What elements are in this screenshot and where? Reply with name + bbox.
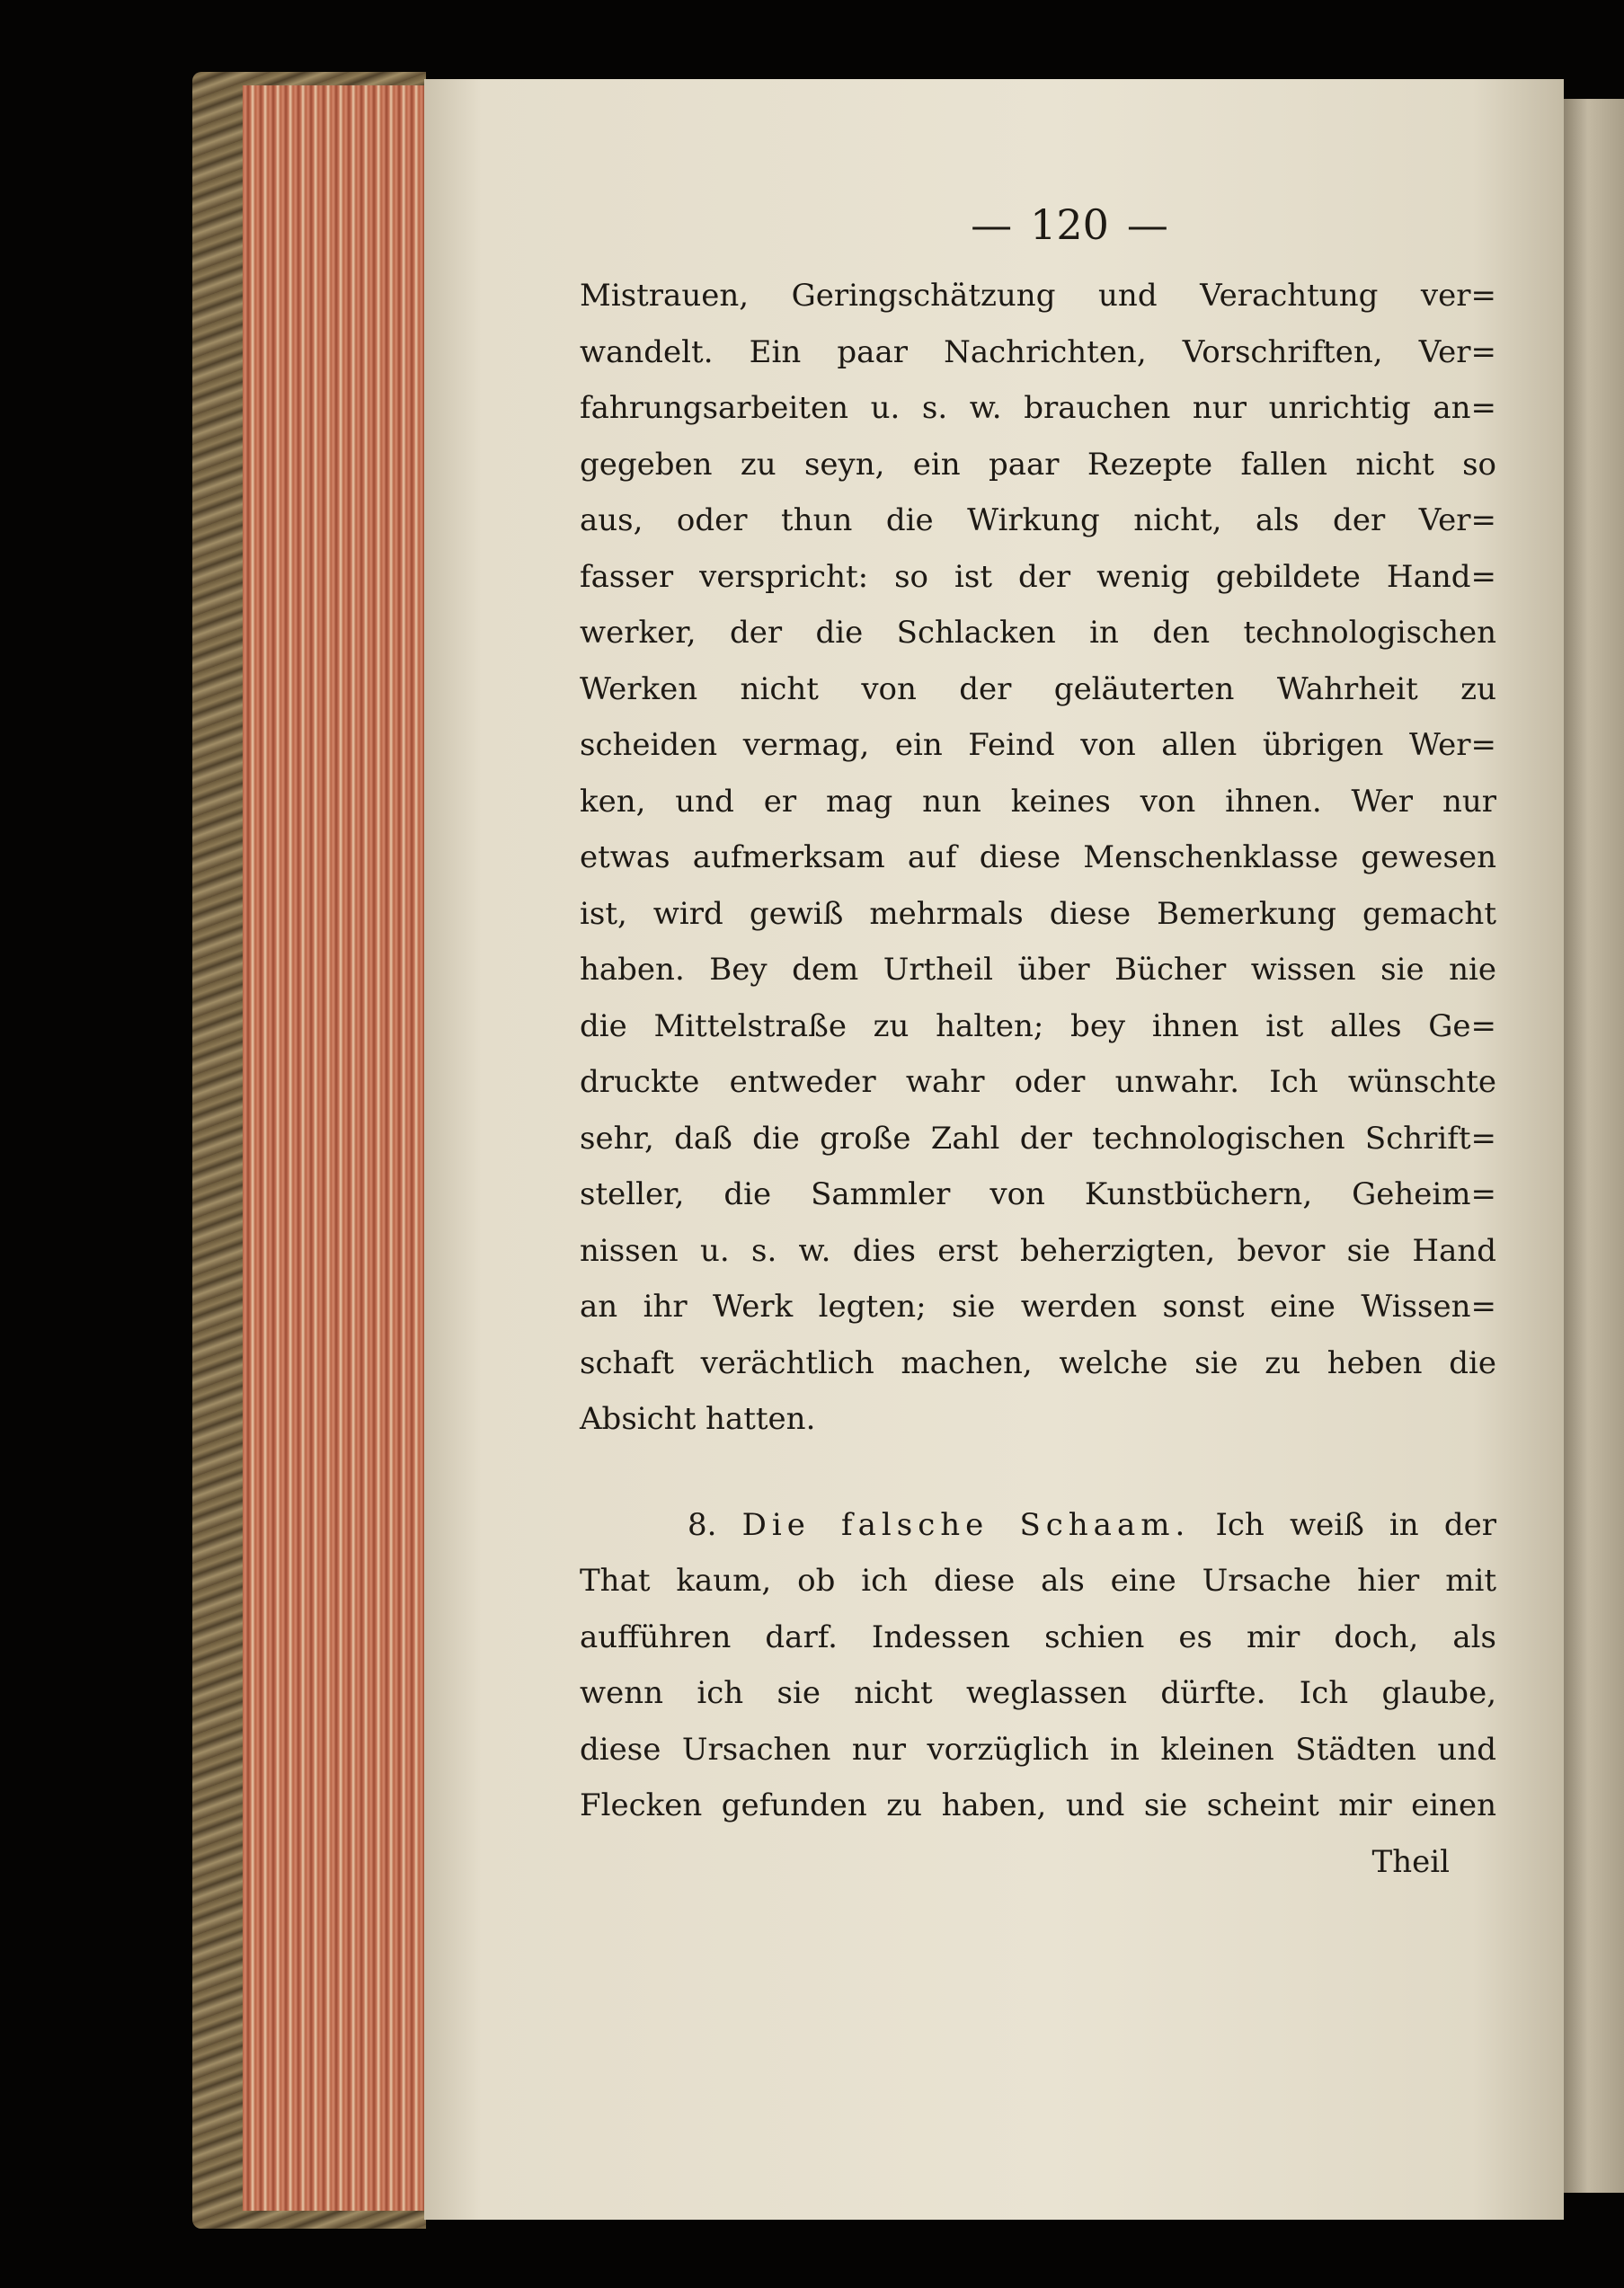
text-line: an ihr Werk legten; sie werden sonst eine Wissen= (580, 1289, 1496, 1325)
text-line: nissen u. s. w. dies erst beherzigten, bevor sie Hand (580, 1232, 1496, 1269)
paragraph-gap (580, 1448, 1496, 1497)
facing-page-edge (1564, 99, 1624, 2193)
text-line: druckte entweder wahr oder unwahr. Ich wünschte (580, 1064, 1496, 1100)
text-line: wenn ich sie nicht weglassen dürfte. Ich glaube, (580, 1675, 1496, 1711)
text-line: fasser verspricht: so ist der wenig gebildete Hand= (580, 558, 1496, 595)
catchword: Theil (1371, 1843, 1450, 1880)
paragraph-1 (580, 268, 1496, 1448)
text-line: aus, oder thun die Wirkung nicht, als der Ver= (580, 502, 1496, 538)
section-8-first-line (580, 1497, 1496, 1554)
text-line: wandelt. Ein paar Nachrichten, Vorschriften, Ver= (580, 333, 1496, 370)
text-line: fahrungsarbeiten u. s. w. brauchen nur unrichtig an= (580, 390, 1496, 426)
text-line: ist, wird gewiß mehrmals diese Bemerkung gemacht (580, 895, 1496, 932)
text-line: Flecken gefunden zu haben, und sie scheint mir einen (580, 1787, 1496, 1823)
text-line: Absicht hatten. (580, 1401, 816, 1437)
text-line: gegeben zu seyn, ein paar Rezepte fallen nicht so (580, 446, 1496, 483)
page-header (935, 193, 1204, 256)
text-line: aufführen darf. Indessen schien es mir doch, als (580, 1618, 1496, 1655)
text-line: schaft verächtlich machen, welche sie zu heben die (580, 1344, 1496, 1381)
text-line: ken, und er mag nun keines von ihnen. Wer nur (580, 783, 1496, 820)
text-run: Ich weiß in der (1215, 1506, 1497, 1543)
text-line: Mistrauen, Geringschätzung und Verachtung ver= (580, 278, 1496, 314)
text-line: Werken nicht von der geläuterten Wahrheit zu (580, 670, 1496, 707)
text-line: That kaum, ob ich diese als eine Ursache hier mit (580, 1563, 1496, 1599)
text-line: etwas aufmerksam auf diese Menschenklasse gewesen (580, 839, 1496, 875)
text-line: haben. Bey dem Urtheil über Bücher wissen sie nie (580, 952, 1496, 988)
header-dash-left: — (971, 200, 1013, 249)
section-number: 8. (688, 1506, 717, 1543)
text-line: die Mittelstraße zu halten; bey ihnen ist alles Ge= (580, 1007, 1496, 1044)
text-line: steller, die Sammler von Kunstbüchern, Geheim= (580, 1176, 1496, 1212)
text-line: diese Ursachen nur vorzüglich in kleinen Städten und (580, 1731, 1496, 1768)
section-8 (580, 1497, 1496, 1891)
header-dash-right: — (1126, 200, 1168, 249)
section-heading: Die falsche Schaam. (741, 1506, 1191, 1543)
text-line: werker, der die Schlacken in den technologischen (580, 615, 1496, 651)
page-number: 120 (1030, 200, 1109, 249)
page-body-text (580, 268, 1496, 1890)
text-line: scheiden vermag, ein Feind von allen übrigen Wer= (580, 727, 1496, 763)
text-line: sehr, daß die große Zahl der technologischen Schrift= (580, 1120, 1496, 1157)
page-edges (243, 85, 427, 2211)
